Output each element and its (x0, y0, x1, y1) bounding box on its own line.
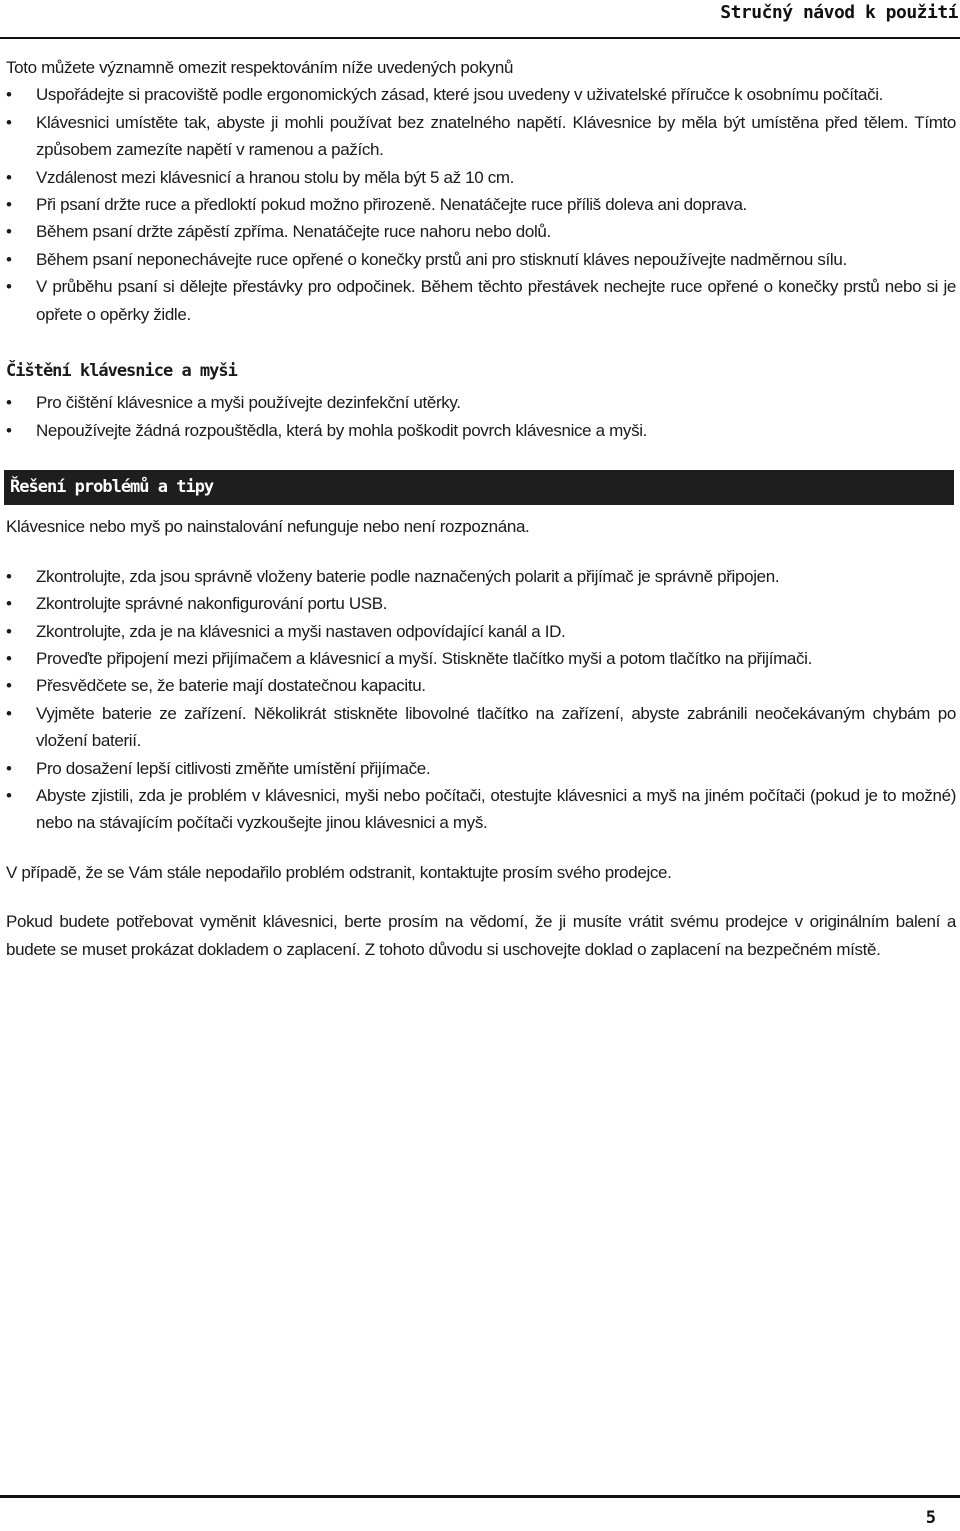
page-number: 5 (925, 1508, 936, 1528)
list-item: • Pro dosažení lepší citlivosti změňte umístění přijímače. (6, 755, 956, 782)
list-item: • Pro čištění klávesnice a myši používejte dezinfekční utěrky. (6, 389, 956, 416)
page-header-title: Stručný návod k použití (720, 2, 958, 23)
list-item: • Během psaní neponechávejte ruce opřené o konečky prstů ani pro stisknutí kláves nepoužívejte nadměrnou sílu. (6, 246, 956, 273)
cleaning-list (6, 389, 956, 444)
list-item: • V průběhu psaní si dělejte přestávky pro odpočinek. Během těchto přestávek nechejte ruce opřené o konečky prstů nebo si je opřete o opěrky židle. (6, 273, 956, 328)
replacement-note: Pokud budete potřebovat vyměnit klávesnici, berte prosím na vědomí, že ji musíte vrátit svému prodejce v originálním balení a budete se muset prokázat dokladem o zaplacení. Z tohoto důvodu si uschovejte doklad o zaplacení na bezpečném místě. (6, 912, 956, 959)
list-item: • Vzdálenost mezi klávesnicí a hranou stolu by měla být 5 až 10 cm. (6, 164, 956, 191)
problem-statement: Klávesnice nebo myš po nainstalování nefunguje nebo není rozpoznána. (6, 517, 530, 537)
list-item: • Zkontrolujte, zda jsou správně vloženy baterie podle naznačených polarit a přijímač je správně připojen. (6, 563, 956, 590)
list-item: • Nepoužívejte žádná rozpouštědla, která by mohla poškodit povrch klávesnice a myši. (6, 417, 956, 444)
list-item: • Proveďte připojení mezi přijímačem a klávesnicí a myší. Stiskněte tlačítko myši a potom tlačítko na přijímači. (6, 645, 956, 672)
cleaning-heading: Čištění klávesnice a myši (6, 361, 237, 382)
ergonomics-list (6, 81, 956, 328)
ergonomics-intro: Toto můžete významně omezit respektováním níže uvedených pokynů (6, 58, 514, 77)
list-item: • Přesvědčete se, že baterie mají dostatečnou kapacitu. (6, 672, 956, 699)
footer-rule (0, 1495, 960, 1498)
troubleshooting-list (6, 563, 956, 837)
header-rule (0, 37, 960, 39)
list-item: • Klávesnici umístěte tak, abyste ji mohli používat bez znatelného napětí. Klávesnice by měla být umístěna před tělem. Tímto způsobem zamezíte napětí v ramenou a pažích. (6, 109, 956, 164)
list-item: • Abyste zjistili, zda je problém v klávesnici, myši nebo počítači, otestujte klávesnici a myš na jiném počítači (pokud je to možné) nebo na stávajícím počítači vyzkoušejte jinou klávesnici a myš. (6, 782, 956, 837)
list-item: • Během psaní držte zápěstí zpříma. Nenatáčejte ruce nahoru nebo dolů. (6, 218, 956, 245)
list-item: • Při psaní držte ruce a předloktí pokud možno přirozeně. Nenatáčejte ruce příliš doleva ani doprava. (6, 191, 956, 218)
list-item: • Zkontrolujte správné nakonfigurování portu USB. (6, 590, 956, 617)
list-item: • Zkontrolujte, zda je na klávesnici a myši nastaven odpovídající kanál a ID. (6, 618, 956, 645)
contact-note: V případě, že se Vám stále nepodařilo problém odstranit, kontaktujte prosím svého prodejce. (6, 862, 672, 882)
troubleshooting-heading: Řešení problémů a tipy (4, 470, 954, 505)
page-content (6, 54, 956, 963)
list-item: • Uspořádejte si pracoviště podle ergonomických zásad, které jsou uvedeny v uživatelské příručce k osobnímu počítači. (6, 81, 956, 108)
list-item: • Vyjměte baterie ze zařízení. Několikrát stiskněte libovolné tlačítko na zařízení, abyste zabránili neočekávaným chybám po vložení baterií. (6, 700, 956, 755)
